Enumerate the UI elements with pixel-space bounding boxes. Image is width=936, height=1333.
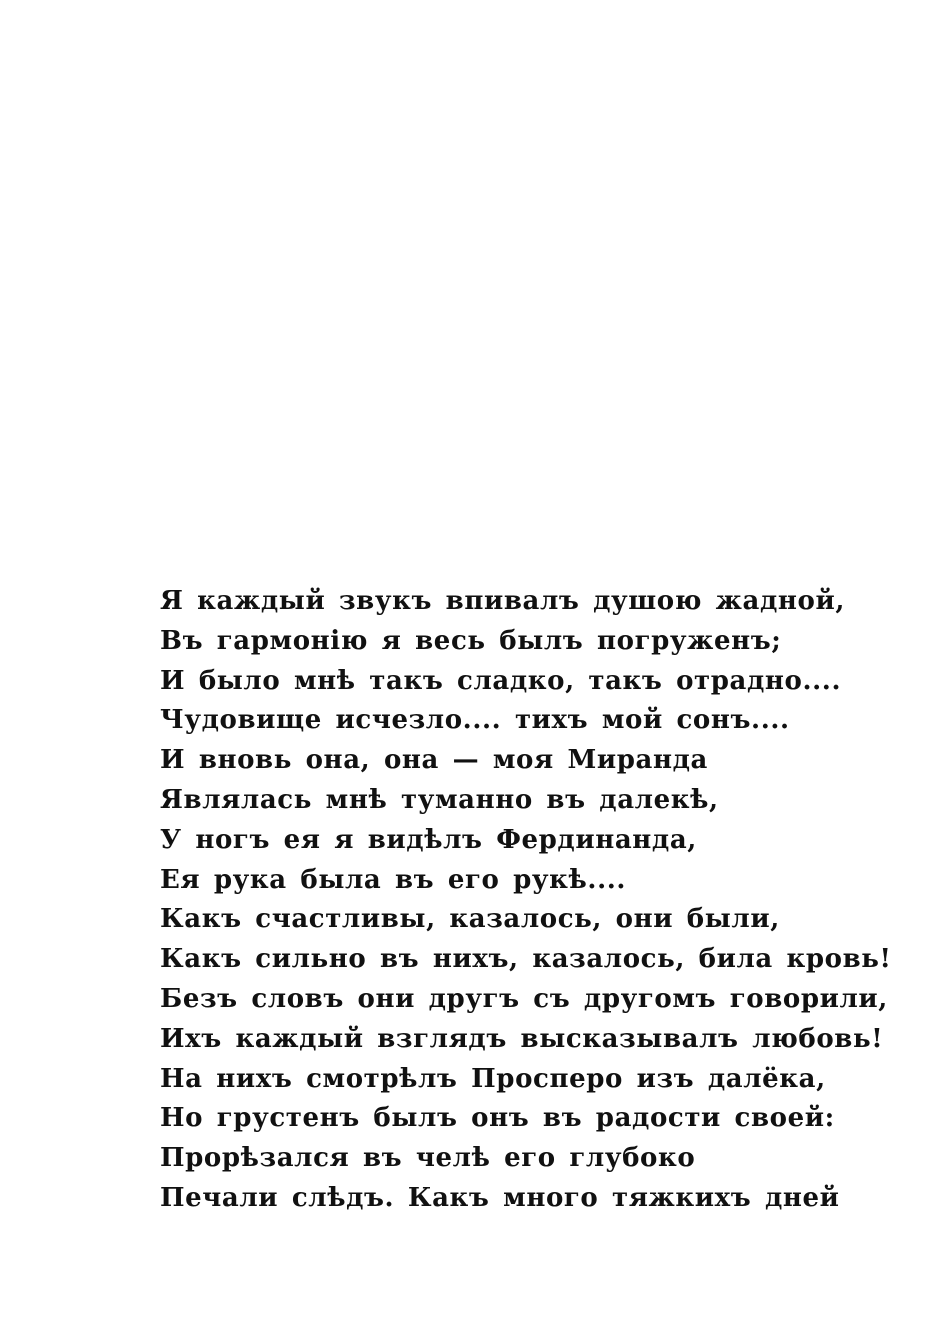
verse-line: Ея рука была въ его рукѣ.... [160,864,627,895]
verse-line: Безъ словъ они другъ съ другомъ говорили, [160,983,888,1014]
verse-line: Чудовище исчезло.... тихъ мой сонъ.... [160,705,790,736]
verse-line: Печали слѣдъ. Какъ много тяжкихъ дней [160,1182,840,1213]
verse-line: И было мнѣ такъ сладко, такъ отрадно.... [160,665,842,696]
verse-line: Въ гармонію я весь былъ погруженъ; [160,625,782,656]
verse-line: У ногъ ея я видѣлъ Фердинанда, [160,824,697,855]
verse-line: Но грустенъ былъ онъ въ радости своей: [160,1103,835,1134]
verse-line: Являлась мнѣ туманно въ далекѣ, [160,784,719,815]
verse-line: На нихъ смотрѣлъ Просперо изъ далёка, [160,1063,826,1094]
verse-line: И вновь она, она — моя Миранда [160,745,708,776]
poem-text [160,582,892,1219]
verse-line: Какъ сильно въ нихъ, казалось, била кровь! [160,944,892,975]
verse-line: Я каждый звукъ впивалъ душою жадной, [160,586,845,616]
verse-line: Прорѣзался въ челѣ его глубоко [160,1143,696,1174]
verse-line: Ихъ каждый взглядъ высказывалъ любовь! [160,1023,884,1054]
verse-line: Какъ счастливы, казалось, они были, [160,904,780,935]
